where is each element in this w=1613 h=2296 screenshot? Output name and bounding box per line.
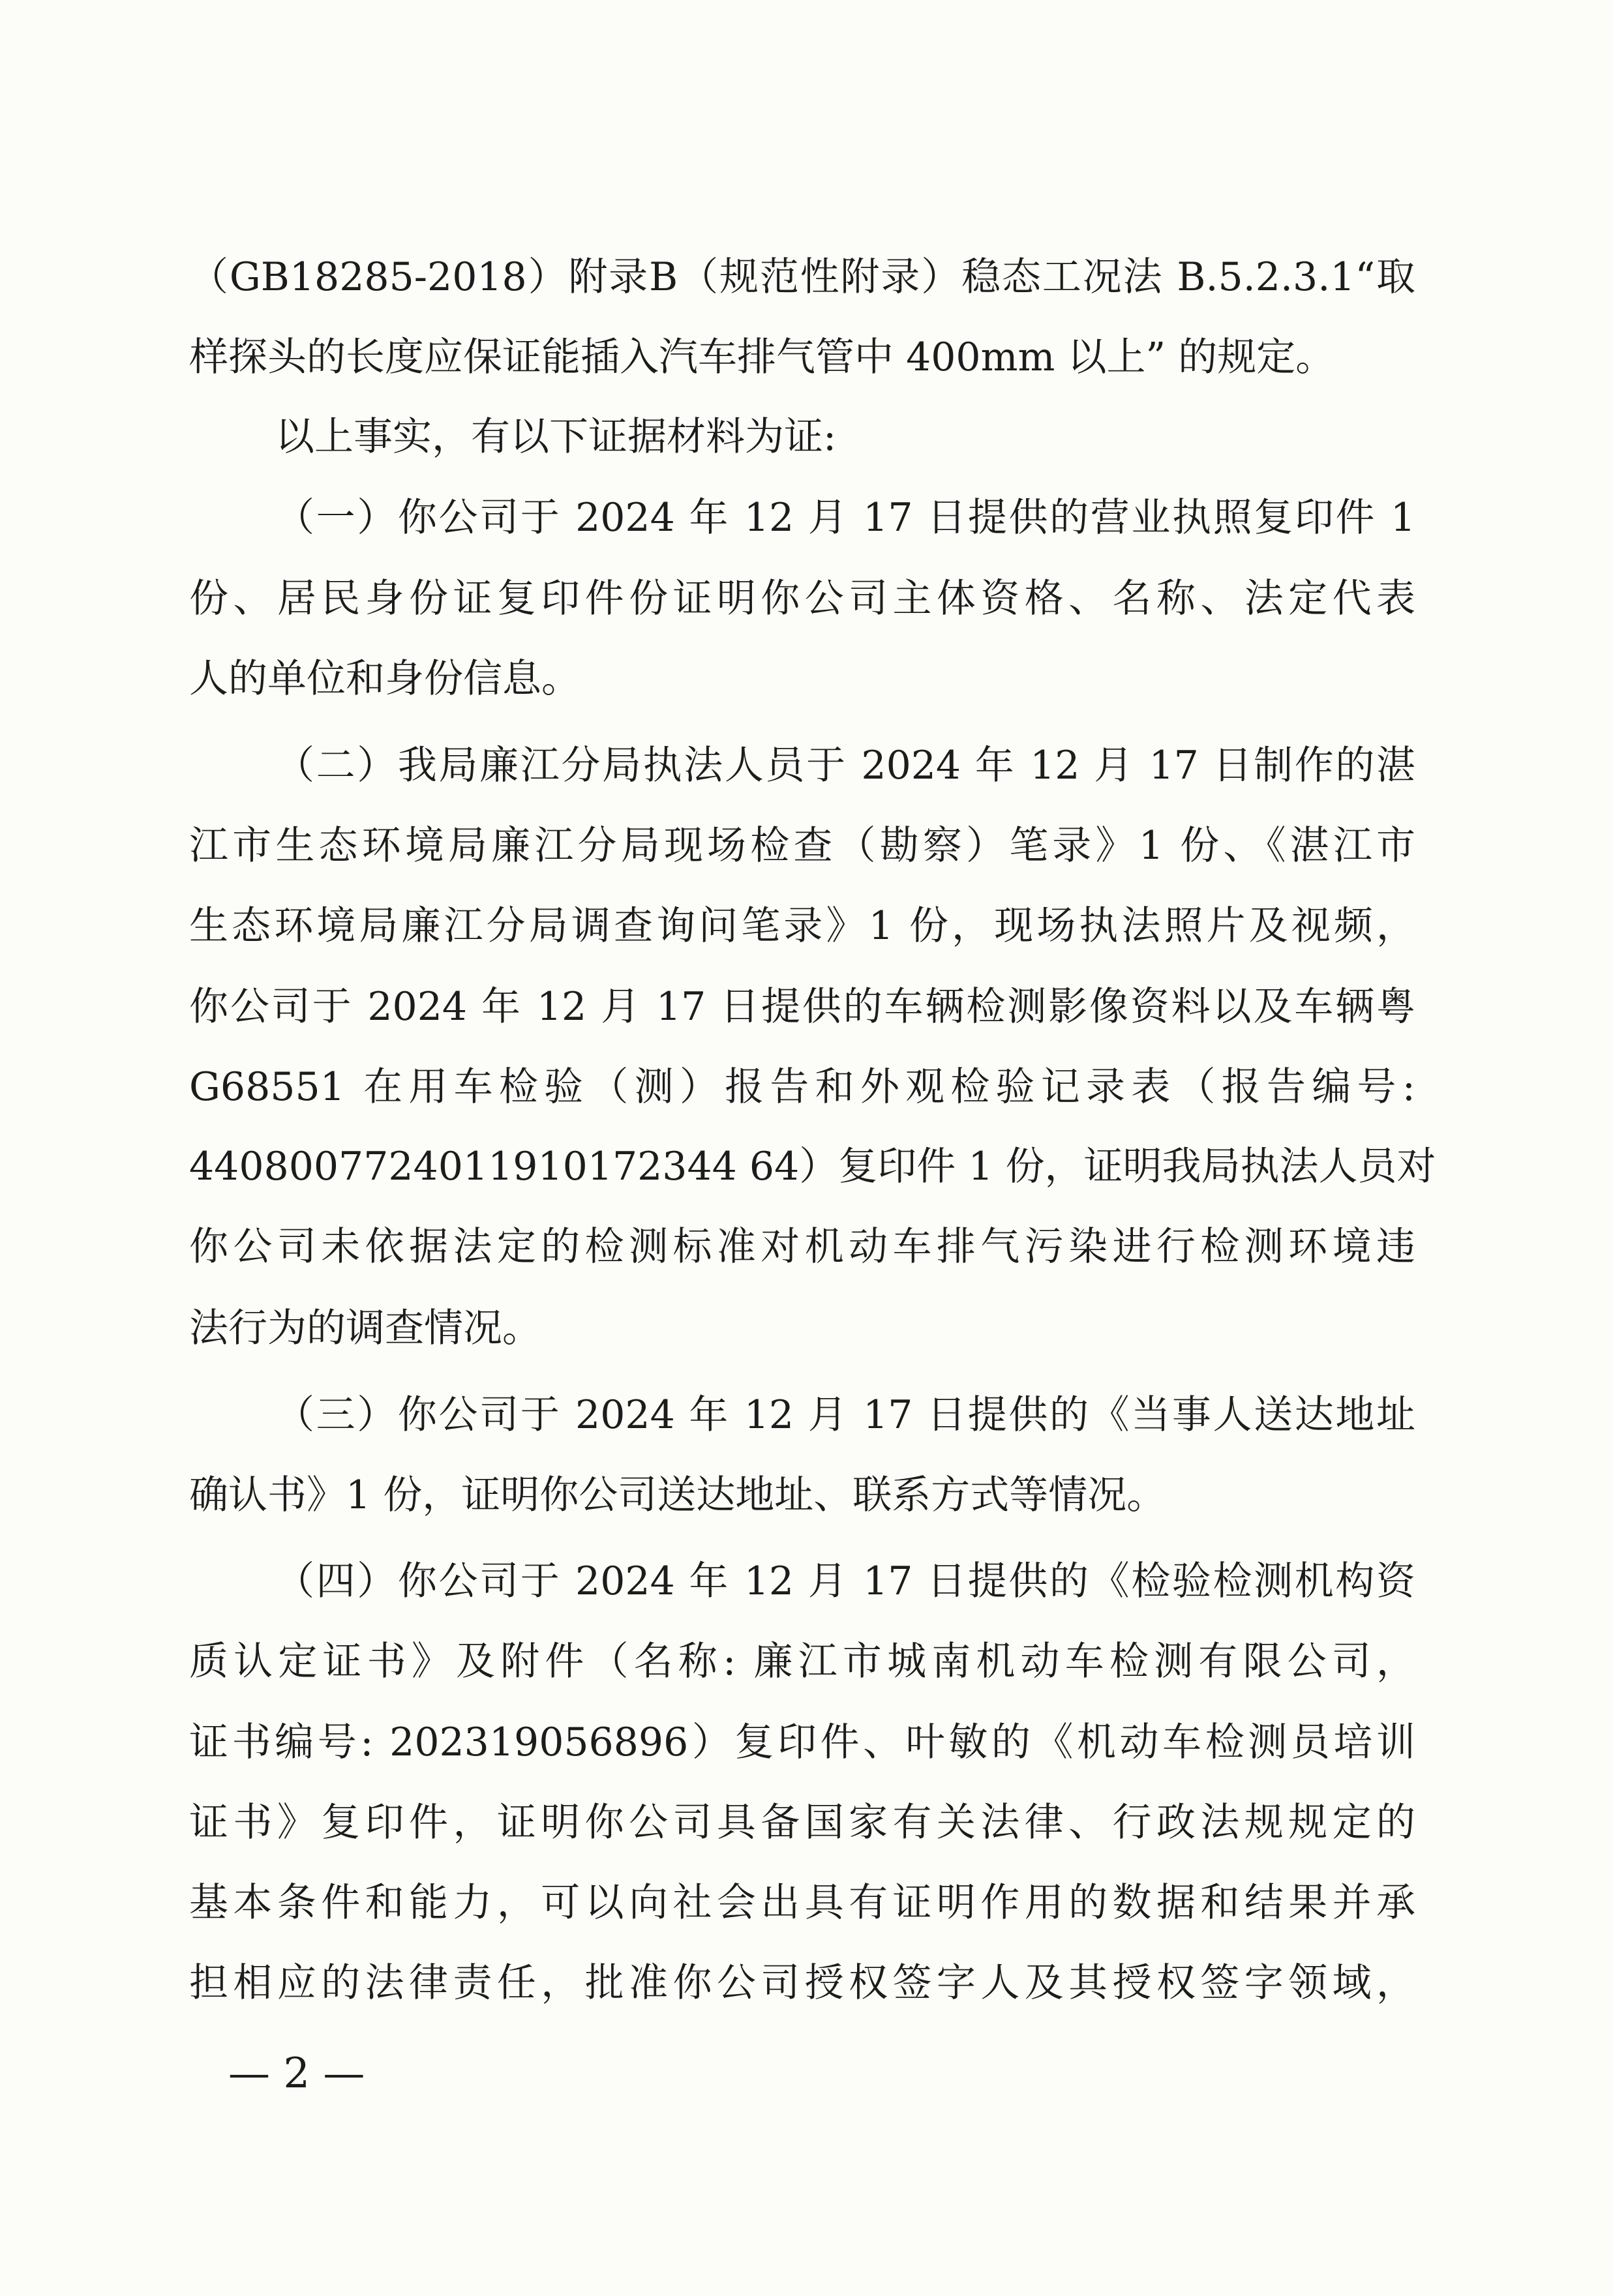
body-text-line: 质认定证书》及附件（名称: 廉江市城南机动车检测有限公司， [189, 1639, 1415, 1684]
body-text-line: 法行为的调查情况。 [189, 1305, 541, 1351]
body-text-line: 确认书》1 份，证明你公司送达地址、联系方式等情况。 [189, 1472, 1166, 1518]
body-text-line: 担相应的法律责任，批准你公司授权签字人及其授权签字领域， [189, 1960, 1415, 2006]
body-text-line: 样探头的长度应保证能插入汽车排气管中 400mm 以上” 的规定。 [189, 335, 1335, 380]
body-text-line: 基本条件和能力，可以向社会出具有证明作用的数据和结果并承 [189, 1880, 1415, 1926]
body-text-line: （三）你公司于 2024 年 12 月 17 日提供的《当事人送达地址 [275, 1392, 1415, 1438]
body-text-line: G68551 在用车检验（测）报告和外观检验记录表（报告编号: [189, 1064, 1415, 1110]
body-text-line: （四）你公司于 2024 年 12 月 17 日提供的《检验检测机构资 [275, 1558, 1415, 1604]
body-text-line: 证书编号: 202319056896）复印件、叶敏的《机动车检测员培训 [189, 1720, 1415, 1765]
body-text-line: 你公司于 2024 年 12 月 17 日提供的车辆检测影像资料以及车辆粤 [189, 984, 1415, 1030]
body-text-line: 生态环境局廉江分局调查询问笔录》1 份，现场执法照片及视频， [189, 903, 1415, 949]
body-text-line: 证书》复印件，证明你公司具备国家有关法律、行政法规规定的 [189, 1800, 1415, 1845]
body-text-line: （一）你公司于 2024 年 12 月 17 日提供的营业执照复印件 1 [275, 495, 1415, 541]
page-number: — 2 — [228, 2050, 365, 2098]
body-text-line: 你公司未依据法定的检测标准对机动车排气污染进行检测环境违 [189, 1224, 1415, 1270]
body-text-line: 人的单位和身份信息。 [189, 656, 580, 702]
body-text-line: 江市生态环境局廉江分局现场检查（勘察）笔录》1 份、《湛江市 [189, 823, 1415, 869]
body-text-line: 份、居民身份证复印件份证明你公司主体资格、名称、法定代表 [189, 576, 1415, 621]
body-text-line: 4408007724011910172344 64）复印件 1 份，证明我局执法人员对 [189, 1144, 1436, 1189]
body-text-line: （二）我局廉江分局执法人员于 2024 年 12 月 17 日制作的湛 [275, 743, 1415, 788]
body-text-line: 以上事实，有以下证据材料为证: [275, 414, 837, 460]
body-text-line: （GB18285-2018）附录B（规范性附录）稳态工况法 B.5.2.3.1“取 [189, 254, 1415, 300]
